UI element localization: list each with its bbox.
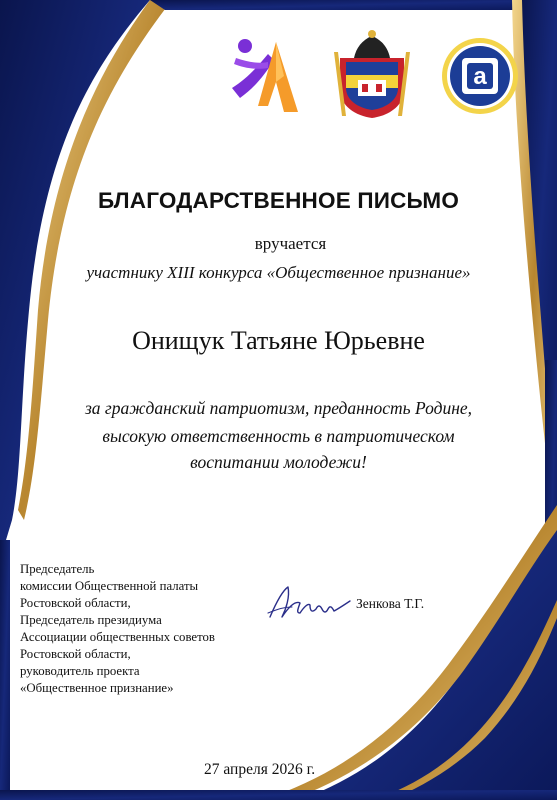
signer-title-line: Председатель <box>20 562 95 576</box>
signer-title-line: комиссии Общественной палаты <box>20 579 199 593</box>
certificate-title: БЛАГОДАРСТВЕННОЕ ПИСЬМО <box>97 188 460 213</box>
signer-title-line: Председатель президиума <box>20 613 162 627</box>
signer-title-line: Ассоциации общественных советов <box>20 630 215 644</box>
signer-name: Зенкова Т.Г. <box>356 596 425 611</box>
contest-line: участнику XIII конкурса «Общественное признание» <box>86 263 471 282</box>
signer-title-line: «Общественное признание» <box>20 681 174 695</box>
signer-title-line: Ростовской области, <box>20 596 131 610</box>
certificate-date: 27 апреля 2026 г. <box>204 761 316 778</box>
reason-line: воспитании молодежи! <box>190 452 367 472</box>
recipient-name: Онищук Татьяне Юрьевне <box>132 326 425 355</box>
certificate-subtitle: вручается <box>254 234 327 253</box>
rostov-oblast-coat-of-arms <box>332 28 412 120</box>
reason-line: высокую ответственность в патриотическом <box>102 426 455 446</box>
association-logo-a <box>440 36 520 116</box>
signer-title-line: руководитель проекта <box>20 664 140 678</box>
contest-figure-logo <box>228 36 306 116</box>
svg-text:a: a <box>473 63 487 90</box>
handwritten-signature <box>266 583 352 623</box>
reason-line: за гражданский патриотизм, преданность Родине, <box>84 398 473 418</box>
signer-title-line: Ростовской области, <box>20 647 131 661</box>
